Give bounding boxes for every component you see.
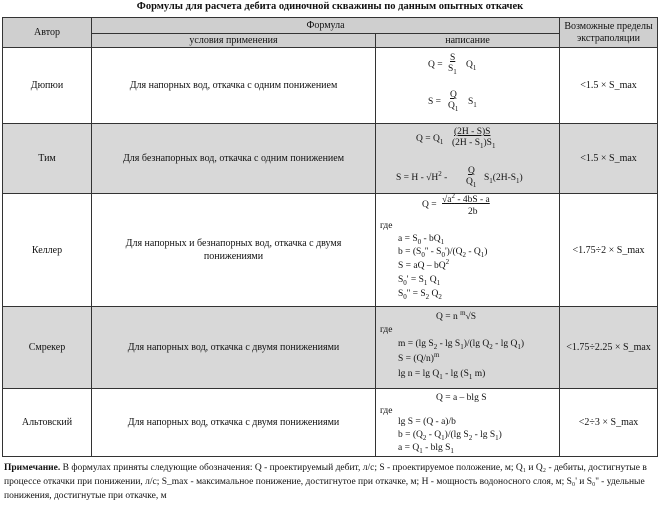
row-author: Дюпюи [3, 48, 92, 124]
row-conditions: Для напорных вод, откачка с двумя понижениями [92, 389, 376, 457]
formula-cell-thiem: $Q = Q_1$ (2H - S)S $(2H - S_1)S_1$ $S = H - √H^2$ - Q $Q_1$ $S_1(2H-S_1)$ [376, 124, 560, 194]
formula-cell-keller: Q = $√a^2 - 4bS$ - a 2b где $a = S_0 - bQ_1$ $b = (S_0'' - S_0')/(Q_2 - Q_1)$ S = aQ – $bQ^2$ $S_0' = S_1$ $Q_1$ $S_0'' = S_2$ $Q_2$ [376, 194, 560, 307]
row-author: Тим [3, 124, 92, 194]
where-label: где [380, 325, 393, 335]
header-row-2 [3, 34, 658, 48]
footnote [4, 461, 656, 503]
header-row-1 [3, 18, 658, 34]
row-author: Альтовский [3, 389, 92, 457]
page-title: Формулы для расчета дебита одиночной скважины по данным опытных откачек [136, 1, 524, 12]
formula-cell-altovsky: Q = a – blg S где lg S = (Q - a)/b $b = (Q_2 - Q_1)/(\lg$ $S_2$ - $\lg S_1$) $a = Q_1 - blg$ $S_1$ [376, 389, 560, 457]
where-label: где [380, 406, 393, 416]
footnote-label: Примечание. [4, 463, 61, 473]
table-row [3, 194, 658, 307]
row-author: Келлер [3, 194, 92, 307]
formula-cell-dupuit: Q = S $S_1$ $Q_1$ S = Q $Q_1$ $S_1$ [376, 48, 560, 124]
row-limit: <2÷3 × S_max [560, 389, 658, 457]
header-writing: написание [376, 34, 560, 48]
table-row [3, 48, 658, 124]
row-limit: <1.75÷2.25 × S_max [560, 307, 658, 389]
header-conditions: условия применения [92, 34, 376, 48]
footnote-text: В формулах приняты следующие обозначения: Q - проектируемый дебит, л/с; S - проектируемое положение, м; Q₁ и Q₂ - дебиты, достигнутые в процессе откачки при понижении, л/с; S_max - максимальное понижение, достигнутое при откачке, м; H - мощность водоносного слоя, м; S₀' и S₀'' - удельные понижения, достигнутые при откачке, м [4, 463, 647, 501]
row-limit: <1.5 × S_max [560, 124, 658, 194]
row-limit: <1.75÷2 × S_max [560, 194, 658, 307]
table-row [3, 389, 658, 457]
row-conditions: Для напорных вод, откачка с двумя понижениями [92, 307, 376, 389]
table-row [3, 124, 658, 194]
row-author: Смрекер [3, 307, 92, 389]
header-formula: Формула [92, 18, 560, 34]
row-conditions: Для напорных и безнапорных вод, откачка с двумя понижениями [92, 194, 376, 307]
header-limits: Возможные пределы экстраполяции [560, 18, 658, 48]
formula-cell-smreker: Q = n $^m$√S где m = (lg $S_2$ - $\lg S_1)/(\lg$ $Q_2$ - $\lg Q_1$) $S = (Q/n)^m$ $\lg n = \lg Q_1 - \lg (S_1$ m) [376, 307, 560, 389]
where-label: где [380, 221, 393, 231]
table-row [3, 307, 658, 389]
row-limit: <1.5 × S_max [560, 48, 658, 124]
row-conditions: Для безнапорных вод, откачка с одним понижением [92, 124, 376, 194]
formula-table [2, 17, 658, 457]
header-author: Автор [3, 18, 92, 48]
row-conditions: Для напорных вод, откачка с одним понижением [92, 48, 376, 124]
